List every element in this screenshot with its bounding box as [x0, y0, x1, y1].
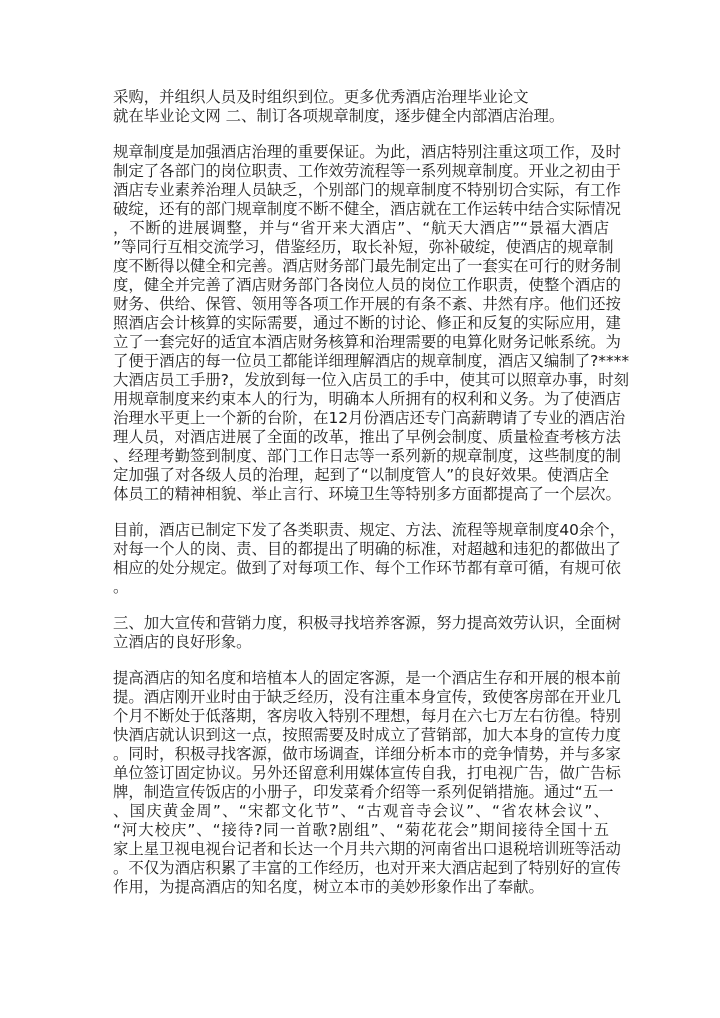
paragraph [113, 669, 621, 897]
text-line: ，不断的进展调整，并与“省开来大酒店”、“航天大酒店”“景福大酒店 [113, 219, 609, 237]
text-line: 用规章制度来约束本人的行为，明确本人所拥有的权利和义务。为了使酒店 [113, 390, 621, 408]
text-line: 、经理考勤签到制度、部门工作日志等一系列新的规章制度，这些制度的制 [113, 447, 621, 465]
document-body [113, 88, 630, 914]
text-line: 理人员，对酒店进展了全面的改革，推出了早例会制度、质量检查考核方法 [113, 428, 621, 446]
text-line: 治理水平更上一个新的台阶，在12月份酒店还专门高薪聘请了专业的酒店治 [113, 409, 626, 427]
text-line: 作用，为提高酒店的知名度，树立本市的美妙形象作出了奉献。 [113, 878, 544, 896]
text-line: 酒店专业素养治理人员缺乏，个别部门的规章制度不特别切合实际，有工作 [113, 181, 621, 199]
text-line: 照酒店会计核算的实际需要，通过不断的讨论、修正和反复的实际应用，建 [113, 314, 621, 332]
text-line: 三、加大宣传和营销力度，积极寻找培养客源，努力提高效劳认识，全面树 [113, 614, 621, 632]
text-line: 定加强了对各级人员的治理，起到了“以制度管人”的良好效果。使酒店全 [113, 466, 609, 484]
text-line: 财务、供给、保管、领用等各项工作开展的有条不紊、井然有序。他们还按 [113, 295, 621, 313]
text-line: 家上星卫视电视台记者和长达一个月共六期的河南省出口退税培训班等活动 [113, 840, 621, 858]
text-line: 相应的处分规定。做到了对每项工作、每个工作环节都有章可循，有规可依 [113, 559, 621, 577]
text-line: 采购，并组织人员及时组织到位。更多优秀酒店治理毕业论文 [113, 88, 529, 106]
text-line: 提。酒店刚开业时由于缺乏经历，没有注重本身宣传，致使客房部在开业几 [113, 688, 621, 706]
paragraph [113, 614, 621, 652]
text-line: 提高酒店的知名度和培植本人的固定客源，是一个酒店生存和开展的根本前 [113, 669, 621, 687]
text-line: 立酒店的良好形象。 [113, 633, 252, 651]
text-line: 体员工的精神相貌、举止言行、环境卫生等特别多方面都提高了一个层次。 [113, 485, 621, 503]
text-line: 制定了各部门的岗位职责、工作效劳流程等一系列规章制度。开业之初由于 [113, 162, 621, 180]
text-line: 单位签订固定协议。另外还留意利用媒体宣传自我，打电视广告，做广告标 [113, 764, 621, 782]
text-line: “河大校庆”、“接待?同一首歌?剧组”、“菊花花会”期间接待全国十五 [113, 821, 609, 839]
text-line: 快酒店就认识到这一点，按照需要及时成立了营销部，加大本身的宣传力度 [113, 726, 621, 744]
text-line: 破绽，还有的部门规章制度不断不健全，酒店就在工作运转中结合实际情况 [113, 200, 621, 218]
text-line: 。不仅为酒店积累了丰富的工作经历，也对开来大酒店起到了特别好的宣传 [113, 859, 621, 877]
text-line: 立了一套完好的适宜本酒店财务核算和治理需要的电算化财务记帐系统。为 [113, 333, 621, 351]
text-line: 大酒店员工手册?，发放到每一位入店员工的手中，使其可以照章办事，时刻 [113, 371, 630, 389]
text-line: 了便于酒店的每一位员工都能详细理解酒店的规章制度，酒店又编制了?**** [113, 352, 630, 370]
text-line: 规章制度是加强酒店治理的重要保证。为此，酒店特别注重这项工作，及时 [113, 143, 621, 161]
text-line: 牌，制造宣传饭店的小册子，印发菜肴介绍等一系列促销措施。通过“五一 [113, 783, 614, 801]
paragraph [113, 88, 609, 126]
text-line: 度，健全并完善了酒店财务部门各岗位人员的岗位工作职责，使整个酒店的 [113, 276, 621, 294]
text-line: 对每一个人的岗、责、目的都提出了明确的标准，对超越和违犯的都做出了 [113, 540, 621, 558]
paragraph [113, 521, 626, 597]
text-line: 。同时，积极寻找客源，做市场调查，详细分析本市的竞争情势，并与多家 [113, 745, 621, 763]
text-line: 、国庆黄金周”、“宋都文化节”、“古观音寺会议”、“省农林会议”、 [113, 802, 609, 820]
text-line: ”等同行互相交流学习，借鉴经历，取长补短，弥补破绽，使酒店的规章制 [113, 238, 614, 256]
text-line: 个月不断处于低落期，客房收入特别不理想，每月在六七万左右彷徨。特别 [113, 707, 621, 725]
text-line: 。 [113, 578, 129, 596]
text-line: 就在毕业论文网 二、制订各项规章制度，逐步健全内部酒店治理。 [113, 107, 565, 125]
paragraph [113, 143, 630, 504]
text-line: 目前，酒店已制定下发了各类职责、规定、方法、流程等规章制度40余个， [113, 521, 626, 539]
text-line: 度不断得以健全和完善。酒店财务部门最先制定出了一套实在可行的财务制 [113, 257, 621, 275]
